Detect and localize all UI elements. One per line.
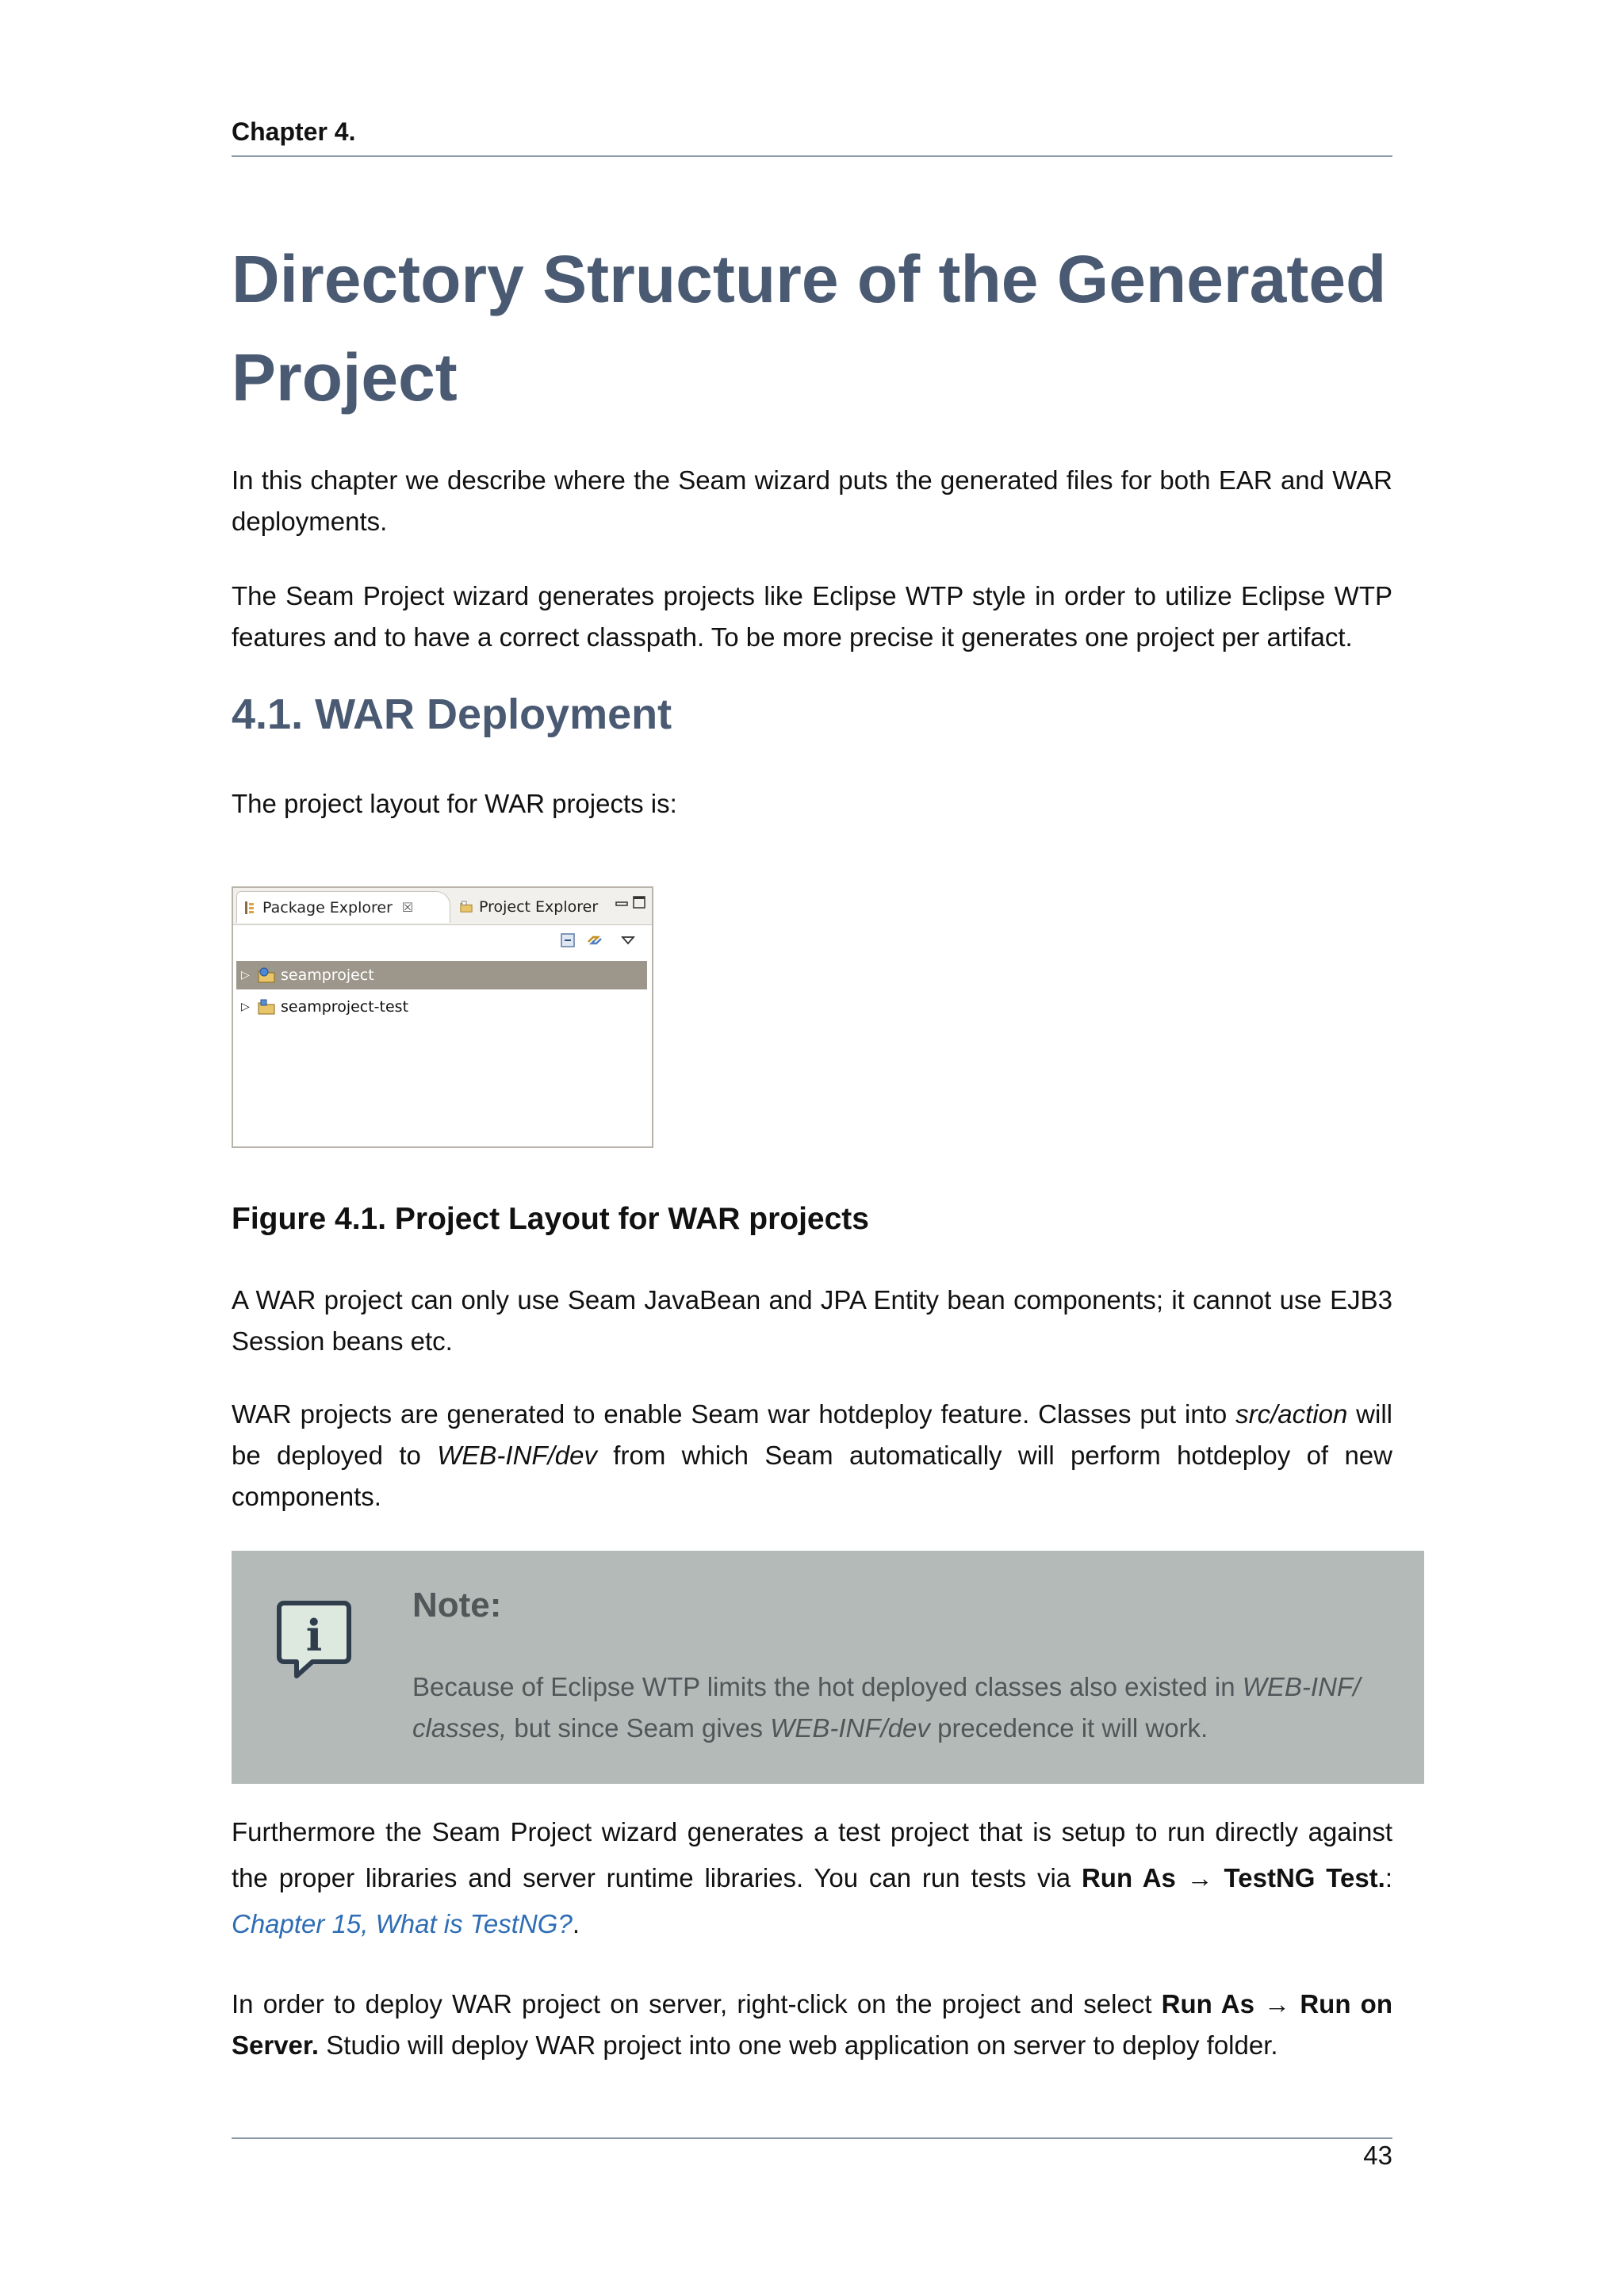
- page-title: Directory Structure of the Generated Project: [232, 242, 1387, 415]
- path-web-inf-classes: WEB-INF/ classes,: [412, 1672, 1361, 1743]
- tree-item-label: seamproject-test: [281, 998, 409, 1016]
- menu-arrow: →: [1264, 1989, 1291, 2019]
- intro-paragraph-1: In this chapter we describe where the Seam wizard puts the generated files for both EAR and WAR deployments.: [232, 465, 1392, 536]
- body-paragraph-3: A WAR project can only use Seam JavaBean and JPA Entity bean components; it cannot use EJB3 Session beans etc.: [232, 1285, 1392, 1356]
- package-explorer-screenshot: [232, 886, 653, 1148]
- menu-run-as: Run As: [1161, 1989, 1254, 2019]
- text-run: Because of Eclipse WTP limits the hot deployed classes also existed in: [412, 1672, 1243, 1701]
- tab-project-explorer[interactable]: [454, 891, 617, 923]
- note-text: [412, 1667, 1389, 1749]
- figure-caption: Figure 4.1. Project Layout for WAR projects: [232, 1202, 869, 1236]
- menu-run-as: Run As: [1081, 1863, 1176, 1892]
- path-src-action: src/action: [1235, 1399, 1348, 1429]
- link-with-editor-icon[interactable]: [585, 931, 604, 950]
- path-web-inf-dev: WEB-INF/dev: [770, 1713, 930, 1743]
- project-explorer-icon: [460, 900, 473, 914]
- footer-rule: [232, 2137, 1392, 2139]
- web-project-icon: [257, 966, 276, 984]
- text-run: .: [572, 1909, 580, 1938]
- expand-arrow-icon[interactable]: ▷: [241, 969, 250, 982]
- menu-arrow: →: [1186, 1863, 1213, 1892]
- tab-project-explorer-label: Project Explorer: [479, 898, 599, 916]
- text-run: Studio will deploy WAR project into one web application on server to deploy folder.: [319, 2030, 1278, 2060]
- maximize-icon[interactable]: [633, 896, 645, 912]
- tab-package-explorer[interactable]: [236, 891, 450, 923]
- tree-item-seamproject-test[interactable]: [236, 993, 647, 1021]
- xref-link-testng[interactable]: Chapter 15, What is TestNG?: [232, 1909, 573, 1938]
- page-number: 43: [1363, 2141, 1392, 2170]
- body-paragraph-4: [232, 1394, 1392, 1517]
- header-rule: [232, 155, 1392, 157]
- text-run: from which Seam automatically will perform hotdeploy of new components.: [232, 1441, 1392, 1511]
- text-run: In order to deploy WAR project on server, right-click on the project and select: [232, 1989, 1162, 2019]
- section-heading: 4.1. WAR Deployment: [232, 691, 672, 738]
- collapse-all-icon[interactable]: [558, 931, 577, 950]
- explorer-tab-bar: [233, 888, 652, 925]
- minimize-icon[interactable]: [615, 896, 628, 911]
- text-run: :: [1385, 1863, 1393, 1892]
- java-project-icon: [257, 998, 276, 1016]
- text-run: WAR projects are generated to enable Seam war hotdeploy feature. Classes put into: [232, 1399, 1236, 1429]
- section-lead: The project layout for WAR projects is:: [232, 789, 677, 818]
- tab-package-explorer-label: Package Explorer: [262, 898, 393, 916]
- text-run: will be deployed to: [232, 1399, 1392, 1470]
- info-icon: [276, 1597, 352, 1684]
- note-admonition: [232, 1551, 1424, 1784]
- text-run: Furthermore the Seam Project wizard generates a test project that is setup to run directly against the proper libraries and server runtime libraries. You can run tests via: [232, 1817, 1392, 1892]
- intro-paragraph-2: The Seam Project wizard generates projects like Eclipse WTP style in order to utilize Eclipse WTP features and to have a correct classpath. To be more precise it generates one project per artifact.: [232, 581, 1392, 652]
- explorer-toolbar: [233, 926, 652, 956]
- menu-run-on-server: Run on Server.: [232, 1989, 1392, 2060]
- chapter-label: Chapter 4.: [232, 117, 356, 146]
- menu-testng-test: TestNG Test.: [1224, 1863, 1385, 1892]
- close-icon[interactable]: ☒: [401, 900, 414, 915]
- note-title: Note:: [412, 1586, 502, 1624]
- tree-item-label: seamproject: [281, 966, 374, 984]
- body-paragraph-6: [232, 1984, 1392, 2066]
- expand-arrow-icon[interactable]: ▷: [241, 1001, 250, 1013]
- tree-item-seamproject[interactable]: [236, 961, 647, 989]
- package-explorer-icon: [243, 901, 256, 915]
- text-run: but since Seam gives: [507, 1713, 771, 1743]
- view-menu-icon[interactable]: [619, 931, 638, 950]
- body-paragraph-5: [232, 1809, 1392, 1947]
- svg-text:i: i: [305, 1610, 323, 1661]
- path-web-inf-dev: WEB-INF/dev: [437, 1441, 597, 1470]
- text-run: precedence it will work.: [929, 1713, 1208, 1743]
